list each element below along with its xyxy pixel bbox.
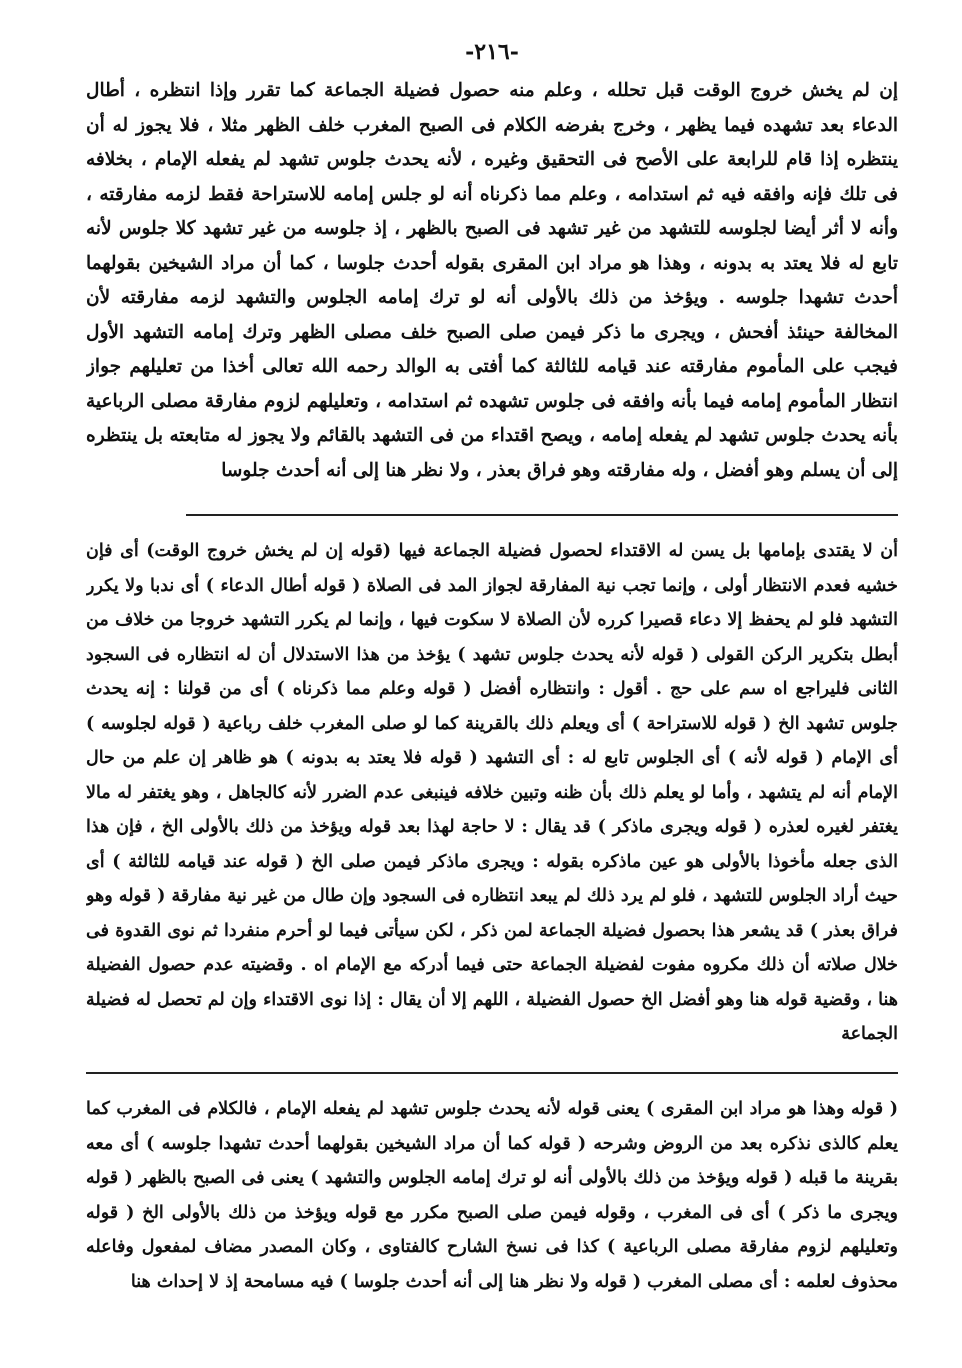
main-text-block bbox=[86, 74, 898, 494]
gloss-block-2 bbox=[86, 1092, 898, 1302]
main-paragraph: إن لم يخش خروج الوقت قبل تحلله ، وعلم منه حصول فضيلة الجماعة كما تقرر وإذا انتظره ، أطال الدعاء بعد تشهده فيما يظهر ، وخرج بفرضه الكلام فى الصبح المغرب خلف الظهر مثلا ، فلا يجوز له أن ينتظره إذا قام للرابعة على الأصح فى التحقيق وغيره ، لأنه يحدث جلوس تشهد لم يفعله الإمام ، بخلافه فى تلك فإنه وافقه فيه ثم استدامه ، وعلم مما ذكرناه أنه لو جلس إمامه للاستراحة فقط لزمه مفارقته ، وأنه لا أثر أيضا لجلوسه للتشهد من غير تشهد فى الصبح بالظهر ، إذ جلوسه من غير تشهد كلا جلوس لأنه تابع له فلا يعتد به بدونه ، وهذا هو مراد ابن المقرى بقوله أحدث جلوسا ، كما أن مراد الشيخين بقولهما أحدث تشهدا جلوسه . ويؤخذ من ذلك بالأولى أنه لو ترك إمامه الجلوس والتشهد لزمه مفارقته لأن المخالفة حينئذ أفحش ، ويجرى ما ذكر فيمن صلى الصبح خلف مصلى الظهر وترك إمامه التشهد الأول فيجب على المأموم مفارقته عند قيامه للثالثة كما أفتى به الوالد رحمه الله تعالى أخذا من تعليلهم جواز انتظار المأموم إمامه فيما بأنه وافقه فى جلوس تشهده ثم استدامه ، وتعليلهم لزوم مفارقة مصلى الرباعية بأنه يحدث جلوس تشهد لم يفعله إمامه ، ويصح اقتداء من فى التشهد بالقائم ولا يجوز له متابعته بل ينتظره إلى أن يسلم وهو أفضل ، وله مفارقته وهو فراق بعذر ، ولا نظر هنا إلى أنه أحدث جلوسا bbox=[86, 80, 898, 481]
spacer bbox=[86, 516, 898, 534]
spacer bbox=[86, 1052, 898, 1072]
book-page bbox=[86, 30, 898, 1340]
spacer bbox=[86, 494, 898, 514]
gloss-block-1 bbox=[86, 534, 898, 1052]
gloss-paragraph-1: أن لا يقتدى بإمامها بل يسن له الاقتداء لحصول فضيلة الجماعة فيها (قوله إن لم يخش خروج الوقت) أى فإن خشيه فعدم الانتظار أولى ، وإنما تجب نية المفارقة لجواز المد فى الصلاة ( قوله أطال الدعاء ) أى ندبا ولا يكرر التشهد فلو لم يحفظ إلا دعاء قصيرا كرره لأن الصلاة لا سكوت فيها ، وإنما لم يكرر التشهد خروجا من خلاف من أبطل بتكرير الركن القولى ( قوله لأنه يحدث جلوس تشهد ) يؤخذ من هذا الاستدلال أن له انتظاره فى السجود الثانى فليراجع اه سم على حج . أقول : وانتظاره أفضل ( قوله وعلم مما ذكرناه ) أى من قولنا : إنه يحدث جلوس تشهد الخ ( قوله للاستراحة ) أى ويعلم ذلك بالقرينة كما لو صلى المغرب خلف رباعية ( قوله لجلوسه ) أى الإمام ( قوله لأنه ) أى الجلوس تابع له : أى التشهد ( قوله فلا يعتد به بدونه ) هو ظاهر إن علم من حال الإمام أنه لم يتشهد ، وأما لو يعلم ذلك بأن ظنه وتبين خلافه فينبغى عدم الضرر لأنه كالجاهل ، وهو يغتفر له مالا يغتفر لغيره لعذره ( قوله ويجرى ماذكر ) قد يقال : لا حاجة لهذا بعد قوله ويؤخذ من ذلك بالأولى الخ ، فإن هذا الذى جعله مأخوذا بالأولى هو عين ماذكره بقوله : ويجرى ماذكر فيمن صلى الخ ( قوله عند قيامه للثالثة ) أى حيث أراد الجلوس للتشهد ، فلو لم يرد ذلك لم يبعد انتظاره فى السجود وإن طال من غير نية مفارقة ( قوله وهو فراق بعذر ) قد يشعر هذا بحصول فضيلة الجماعة لمن ذكر ، لكن سيأتى فيما لو أحرم منفردا ثم نوى القدوة فى خلال صلاته أن ذلك مكروه مفوت لفضيلة الجماعة حتى فيما أدركه مع الإمام اه . وقضيته عدم حصول الفضيلة هنا ، وقضية قوله هنا وهو أفضل الخ حصول الفضيلة ، اللهم إلا أن يقال : إذا نوى الاقتداء وإن لم تحصل له فضيلة الجماعة bbox=[86, 541, 898, 1044]
page-number: -٢١٦- bbox=[465, 39, 519, 65]
gloss-paragraph-2: ( قوله وهذا هو مراد ابن المقرى ) يعنى قوله لأنه يحدث جلوس تشهد لم يفعله الإمام ، فالكلام فى المغرب كما يعلم كالذى نذكره بعد من الروض وشرحه ( قوله كما أن مراد الشيخين بقولهما أحدث تشهدا جلوسه ) أى معه بقرينة ما قبله ( قوله ويؤخذ من ذلك بالأولى أنه لو ترك إمامه الجلوس والتشهد ) يعنى فى الصبح بالظهر ( قوله ويجرى ما ذكر ) أى فى المغرب ، وقوله فيمن صلى الصبح مكرر مع قوله ويؤخذ من ذلك بالأولى الخ ( قوله وتعليلهم لزوم مفارقة مصلى الرباعية ) كذا فى نسخ الشارح كالفتاوى ، وكان المصدر مضاف لمفعول وفاعله محذوف لعلمه : أى مصلى المغرب ( قوله ولا نظر هنا إلى أنه أحدث جلوسا ) فيه مسامحة إذ لا إحداث هنا bbox=[86, 1099, 898, 1292]
spacer bbox=[86, 1074, 898, 1092]
